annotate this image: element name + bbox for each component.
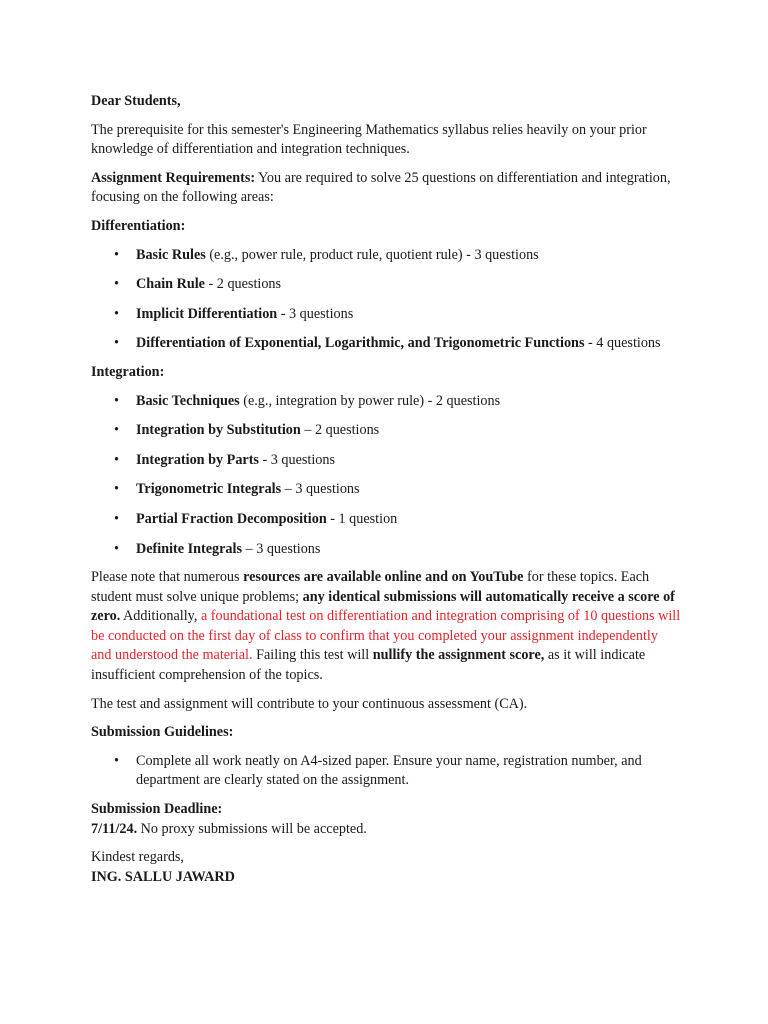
bullet-icon: •: [114, 752, 119, 769]
list-item: • Definite Integrals – 3 questions: [91, 540, 681, 560]
deadline-date: 7/11/24.: [91, 820, 138, 837]
list-item: • Complete all work neatly on A4-sized paper. Ensure your name, registration number, and department are clearly stated on the assignment.: [114, 752, 642, 789]
bullet-icon: •: [114, 335, 119, 352]
bullet-icon: •: [114, 246, 119, 263]
bullet-icon: •: [114, 392, 119, 409]
integration-heading: Integration:: [91, 363, 165, 380]
list-item: • Integration by Parts - 3 questions: [91, 451, 681, 471]
bullet-icon: •: [114, 540, 119, 557]
differentiation-list: [91, 246, 681, 354]
ca-note: The test and assignment will contribute to your continuous assessment (CA).: [91, 695, 528, 712]
letter-body: [91, 92, 681, 896]
deadline-line: 7/11/24. No proxy submissions will be accepted.: [91, 820, 367, 837]
notice-paragraph: Please note that numerous resources are available online and on YouTube for these topics. Each student must solve unique problems; any identical submissions will automatically receive a score of zero. Additionally, a foundational test on differentiation and integration comprising of 10 questions will be conducted on the first day of class to confirm that you completed your assignment independently and understood the material. Failing this test will nullify the assignment score, as it will indicate insufficient comprehension of the topics.: [91, 569, 681, 684]
intro-paragraph: The prerequisite for this semester's Engineering Mathematics syllabus relies heavily on your prior knowledge of differentiation and integration techniques.: [91, 121, 647, 158]
requirements-paragraph: [91, 169, 681, 208]
list-item: • Trigonometric Integrals – 3 questions: [91, 480, 681, 500]
requirements-text: You are required to solve 25 questions on differentiation and integration, focusing on the following areas:: [91, 169, 671, 206]
integration-list: [91, 392, 681, 560]
guidelines-list: [91, 752, 681, 791]
differentiation-heading: Differentiation:: [91, 217, 186, 234]
list-item: • Partial Fraction Decomposition - 1 question: [91, 510, 681, 530]
requirements-label: Assignment Requirements:: [91, 169, 256, 186]
list-item: • Integration by Substitution – 2 questions: [91, 421, 681, 441]
list-item: • Basic Rules (e.g., power rule, product rule, quotient rule) - 3 questions: [91, 246, 681, 266]
closing: Kindest regards,: [91, 849, 184, 866]
bullet-icon: •: [114, 451, 119, 468]
signature: ING. SALLU JAWARD: [91, 868, 235, 885]
guidelines-heading: Submission Guidelines:: [91, 724, 234, 741]
bullet-icon: •: [114, 422, 119, 439]
bullet-icon: •: [114, 510, 119, 527]
bullet-icon: •: [114, 305, 119, 322]
deadline-heading: Submission Deadline:: [91, 801, 223, 818]
bullet-icon: •: [114, 481, 119, 498]
list-item: • Differentiation of Exponential, Logarithmic, and Trigonometric Functions - 4 questions: [91, 334, 681, 354]
list-item: • Chain Rule - 2 questions: [91, 275, 681, 295]
bullet-icon: •: [114, 276, 119, 293]
list-item: • Implicit Differentiation - 3 questions: [91, 305, 681, 325]
list-item: • Basic Techniques (e.g., integration by power rule) - 2 questions: [91, 392, 681, 412]
greeting: Dear Students,: [91, 93, 181, 109]
highlighted-warning: a foundational test on differentiation and integration comprising of 10 questions will be conducted on the first day of class to confirm that you completed your assignment independently and understood the material.: [91, 608, 681, 664]
